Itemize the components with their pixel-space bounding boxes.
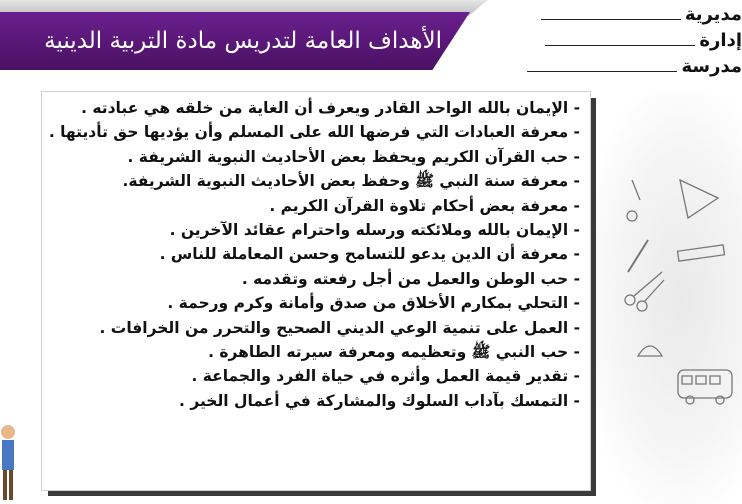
goals-box xyxy=(42,92,590,490)
list-item: - تقدير قيمة العمل وأثره في حياة الفرد والجماعة . xyxy=(191,367,580,386)
fill-line xyxy=(527,71,677,72)
list-item: - حب الوطن والعمل من أجل رفعته وتقدمه . xyxy=(241,269,580,288)
list-item: - معرفة بعض أحكام تلاوة القرآن الكريم . xyxy=(269,196,580,215)
list-item: - الإيمان بالله الواحد القادر ويعرف أن الغاية من خلقه هي عبادته . xyxy=(81,99,580,117)
fill-line xyxy=(545,45,695,46)
header-field-administration xyxy=(545,30,742,51)
list-item: - الإيمان بالله وملائكته ورسله واحترام عقائد الآخرين . xyxy=(169,221,580,240)
list-item: - التحلي بمكارم الأخلاق من صدق وأمانة وكرم ورحمة . xyxy=(167,294,580,313)
list-item: - معرفة العبادات التي فرضها الله على المسلم وأن يؤديها حق تأديتها . xyxy=(48,123,580,142)
header-field-directorate xyxy=(541,4,742,25)
header-label-administration: إدارة xyxy=(699,30,742,51)
list-item: - معرفة أن الدين يدعو للتسامح وحسن المعاملة للناس . xyxy=(159,245,580,264)
mascot-figure-icon xyxy=(0,420,16,504)
list-item: - العمل على تنمية الوعي الديني الصحيح والتحرر من الخرافات . xyxy=(99,318,580,337)
list-item: - التمسك بآداب السلوك والمشاركة في أعمال الخير . xyxy=(179,391,580,410)
list-item: - معرفة سنة النبي ﷺ وحفظ بعض الأحاديث النبوية الشريفة. xyxy=(122,172,580,191)
goals-list xyxy=(40,96,580,413)
header-field-school xyxy=(527,56,742,77)
list-item: - حب القرآن الكريم ويحفظ بعض الأحاديث النبوية الشريفة . xyxy=(127,147,580,166)
school-doodles-icon xyxy=(618,160,740,420)
header-label-directorate: مديرية xyxy=(684,4,742,25)
fill-line xyxy=(541,19,681,20)
list-item: - حب النبي ﷺ وتعظيمه ومعرفة سيرته الطاهرة . xyxy=(208,343,580,362)
page-title: الأهداف العامة لتدريس مادة التربية الدينية xyxy=(44,28,442,54)
header-label-school: مدرسة xyxy=(681,56,742,77)
